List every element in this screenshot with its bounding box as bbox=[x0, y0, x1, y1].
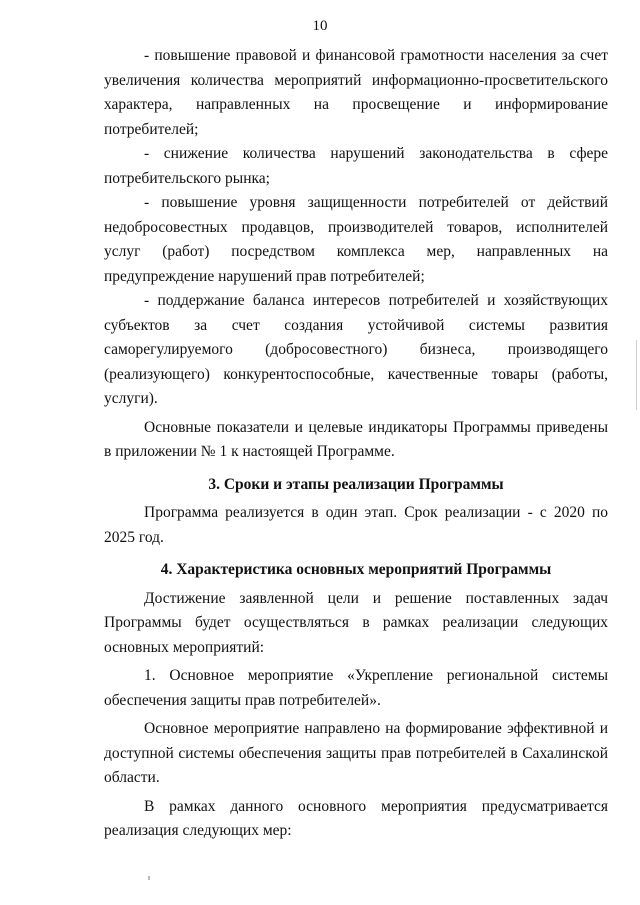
paragraph: - снижение количества нарушений законодательства в сфере потребительского рынка; bbox=[104, 145, 608, 187]
page-number: 10 bbox=[312, 18, 328, 34]
paragraph: В рамках данного основного мероприятия предусматривается реализация следующих мер: bbox=[104, 797, 608, 839]
paragraph: Достижение заявленной цели и решение поставленных задач Программы будет осуществляться в рамках реализации следующих основных мероприятий: bbox=[104, 589, 608, 656]
paragraph: - повышение уровня защищенности потребителей от действий недобросовестных продавцов, производителей товаров, исполнителей услуг (работ) посредством комплекса мер, направленных на предупреждение нарушений прав потребителей; bbox=[104, 194, 608, 285]
section-heading: 3. Сроки и этапы реализации Программы bbox=[208, 475, 504, 493]
scan-speck bbox=[148, 876, 150, 880]
section-heading: 4. Характеристика основных мероприятий Программы bbox=[160, 561, 552, 578]
paragraph: Основные показатели и целевые индикаторы Программы приведены в приложении № 1 к настоящей Программе. bbox=[104, 418, 608, 460]
paragraph: 1. Основное мероприятие «Укрепление региональной системы обеспечения защиты прав потребителей». bbox=[104, 667, 608, 709]
scan-edge-line bbox=[636, 340, 637, 410]
document-body bbox=[104, 44, 608, 844]
paragraph: Основное мероприятие направлено на формирование эффективной и доступной системы обеспечения защиты прав потребителей в Сахалинской области. bbox=[104, 720, 608, 786]
paragraph: Программа реализуется в один этап. Срок реализации - с 2020 по 2025 год. bbox=[104, 504, 608, 546]
paragraph: - повышение правовой и финансовой грамотности населения за счет увеличения количества мероприятий информационно-просветительского характера, направленных на просвещение и информирование потребителей; bbox=[104, 47, 608, 138]
paragraph: - поддержание баланса интересов потребителей и хозяйствующих субъектов за счет создания устойчивой системы развития саморегулируемого (добросовестного) бизнеса, производящего (реализующего) конкурентоспособные, качественные товары (работы, услуги). bbox=[104, 292, 608, 407]
